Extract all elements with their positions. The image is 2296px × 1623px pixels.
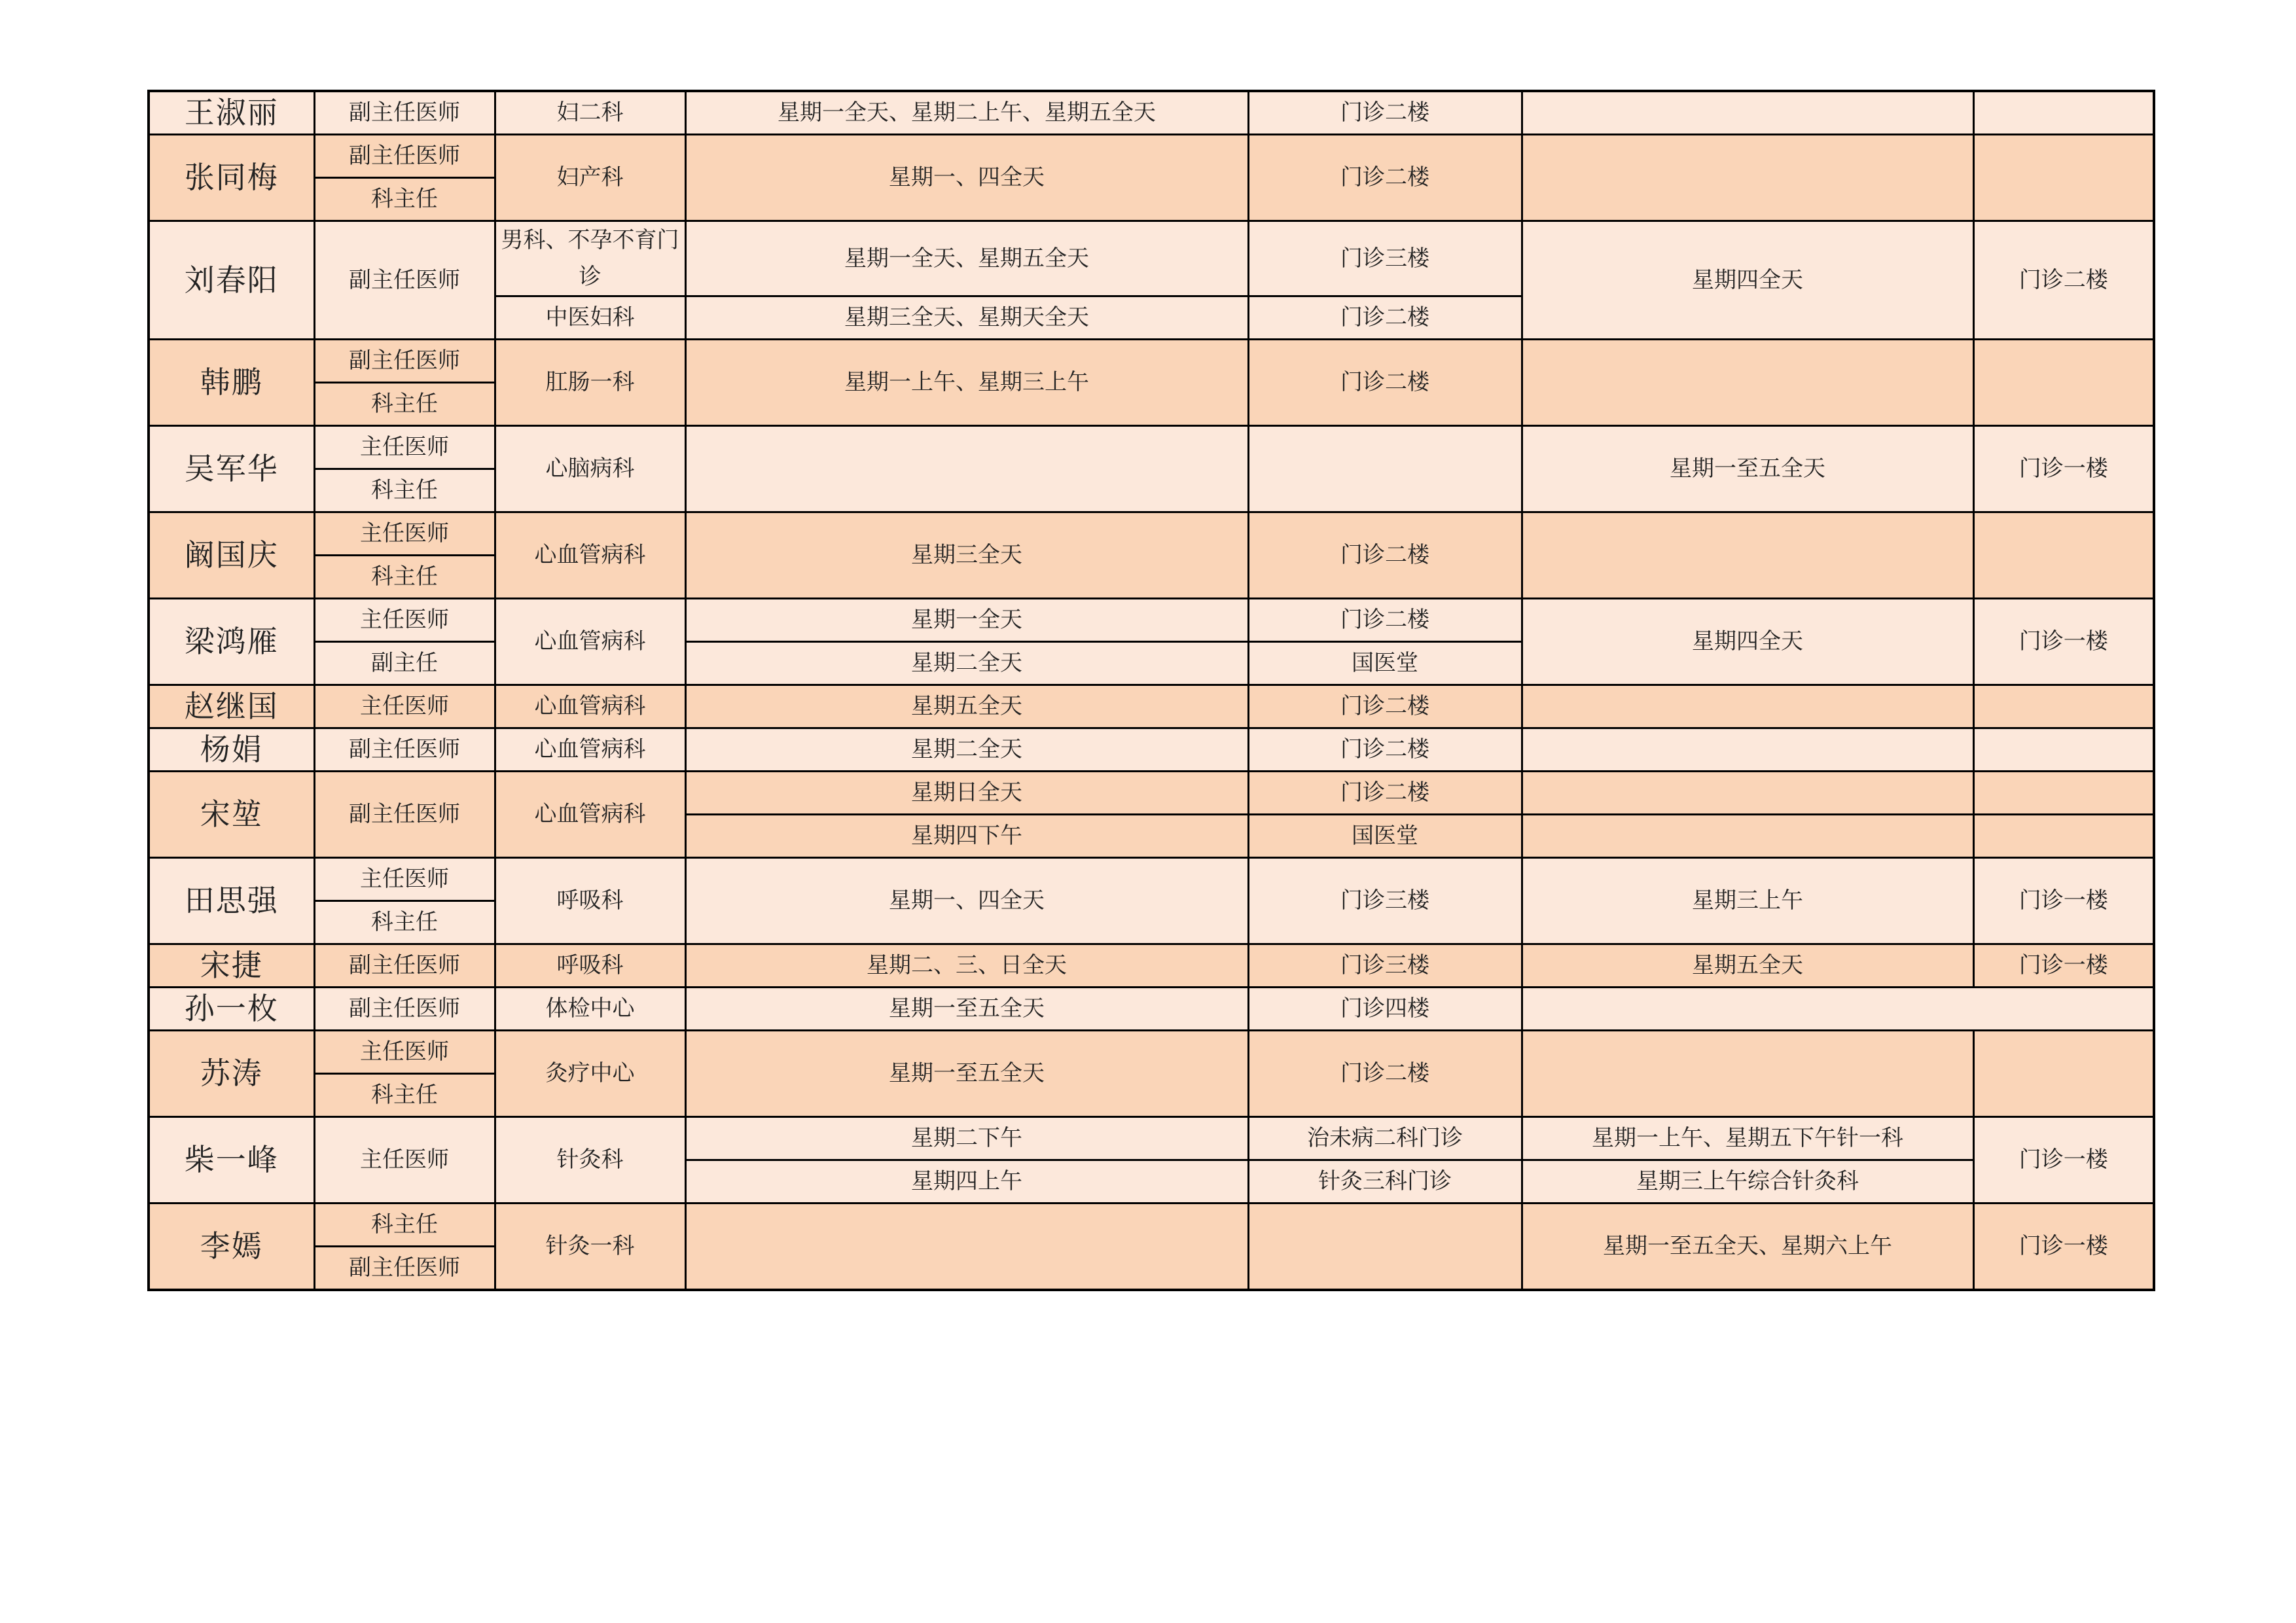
title-cell: 科主任 [314, 383, 495, 426]
title-cell: 副主任医师 [314, 135, 495, 178]
clinic-location-cell: 门诊三楼 [1248, 858, 1522, 944]
doctor-row [149, 221, 2154, 296]
clinic-location-cell: 门诊四楼 [1248, 988, 1522, 1031]
clinic-location-cell: 门诊二楼 [1248, 512, 1522, 599]
department-cell: 灸疗中心 [495, 1031, 685, 1117]
extra-time-cell [1522, 512, 1973, 599]
title-cell: 副主任医师 [314, 728, 495, 772]
doctor-name: 梁鸿雁 [149, 599, 314, 685]
clinic-location-cell: 门诊二楼 [1248, 685, 1522, 728]
clinic-time-cell: 星期二、三、日全天 [685, 944, 1248, 988]
clinic-location-cell: 门诊二楼 [1248, 340, 1522, 426]
department-cell: 男科、不孕不育门诊 [495, 221, 685, 296]
clinic-time-cell: 星期一全天 [685, 599, 1248, 642]
extra-location-cell: 门诊二楼 [1973, 221, 2154, 340]
department-cell: 呼吸科 [495, 944, 685, 988]
department-cell: 妇产科 [495, 135, 685, 221]
clinic-location-cell: 国医堂 [1248, 815, 1522, 858]
extra-time-cell: 星期四全天 [1522, 221, 1973, 340]
extra-location-cell: 门诊一楼 [1973, 858, 2154, 944]
title-cell: 副主任医师 [314, 340, 495, 383]
extra-time-cell [1522, 1031, 1973, 1117]
title-cell: 科主任 [314, 1204, 495, 1247]
schedule-body [149, 91, 2154, 1290]
clinic-location-cell: 门诊三楼 [1248, 944, 1522, 988]
extra-location-cell: 门诊一楼 [1973, 1204, 2154, 1291]
title-cell: 副主任医师 [314, 772, 495, 858]
extra-time-cell [1522, 815, 1973, 858]
extra-location-cell [1973, 340, 2154, 426]
extra-location-cell [1973, 728, 2154, 772]
extra-time-cell: 星期五全天 [1522, 944, 1973, 988]
clinic-time-cell: 星期五全天 [685, 685, 1248, 728]
doctor-row [149, 1031, 2154, 1074]
doctor-name: 宋堃 [149, 772, 314, 858]
extra-location-cell: 门诊一楼 [1973, 1117, 2154, 1204]
doctor-name: 刘春阳 [149, 221, 314, 340]
doctor-row [149, 1204, 2154, 1247]
department-cell: 心血管病科 [495, 685, 685, 728]
title-cell: 副主任医师 [314, 91, 495, 135]
clinic-time-cell: 星期三全天 [685, 512, 1248, 599]
extra-location-cell [1973, 91, 2154, 135]
clinic-location-cell: 针灸三科门诊 [1248, 1160, 1522, 1204]
title-cell: 主任医师 [314, 426, 495, 469]
clinic-location-cell: 门诊二楼 [1248, 135, 1522, 221]
doctor-name: 田思强 [149, 858, 314, 944]
doctor-name: 孙一枚 [149, 988, 314, 1031]
extra-location-cell: 门诊一楼 [1973, 944, 2154, 988]
doctor-name: 赵继国 [149, 685, 314, 728]
title-cell: 科主任 [314, 178, 495, 221]
clinic-location-cell: 门诊二楼 [1248, 599, 1522, 642]
department-cell: 肛肠一科 [495, 340, 685, 426]
extra-location-cell [1973, 772, 2154, 815]
doctor-row [149, 135, 2154, 178]
title-cell: 主任医师 [314, 512, 495, 556]
doctor-name: 杨娟 [149, 728, 314, 772]
department-cell: 心血管病科 [495, 728, 685, 772]
doctor-row [149, 426, 2154, 469]
title-cell: 副主任医师 [314, 944, 495, 988]
doctor-row [149, 512, 2154, 556]
doctor-name: 张同梅 [149, 135, 314, 221]
doctor-row [149, 599, 2154, 642]
clinic-location-cell: 门诊二楼 [1248, 1031, 1522, 1117]
extra-location-cell: 门诊一楼 [1973, 599, 2154, 685]
doctor-row [149, 340, 2154, 383]
extra-location-cell [1973, 685, 2154, 728]
clinic-time-cell: 星期二全天 [685, 728, 1248, 772]
title-cell: 主任医师 [314, 1117, 495, 1204]
department-cell: 针灸科 [495, 1117, 685, 1204]
clinic-time-cell: 星期四下午 [685, 815, 1248, 858]
department-cell: 中医妇科 [495, 296, 685, 340]
clinic-location-cell: 治未病二科门诊 [1248, 1117, 1522, 1160]
extra-location-cell [1973, 815, 2154, 858]
clinic-time-cell: 星期一、四全天 [685, 135, 1248, 221]
department-cell: 针灸一科 [495, 1204, 685, 1291]
doctor-row [149, 772, 2154, 815]
clinic-location-cell: 门诊三楼 [1248, 221, 1522, 296]
department-cell: 心血管病科 [495, 512, 685, 599]
department-cell: 呼吸科 [495, 858, 685, 944]
clinic-time-cell: 星期一全天、星期二上午、星期五全天 [685, 91, 1248, 135]
title-cell: 主任医师 [314, 685, 495, 728]
department-cell: 心血管病科 [495, 599, 685, 685]
extra-time-cell [1522, 91, 1973, 135]
title-cell: 科主任 [314, 469, 495, 512]
department-cell: 心血管病科 [495, 772, 685, 858]
extra-time-cell: 星期三上午综合针灸科 [1522, 1160, 1973, 1204]
extra-time-cell: 星期三上午 [1522, 858, 1973, 944]
doctor-name: 柴一峰 [149, 1117, 314, 1204]
extra-location-cell [1973, 512, 2154, 599]
clinic-time-cell: 星期日全天 [685, 772, 1248, 815]
title-cell: 科主任 [314, 901, 495, 944]
doctor-name: 王淑丽 [149, 91, 314, 135]
clinic-time-cell: 星期一至五全天 [685, 988, 1248, 1031]
extra-time-cell [1522, 340, 1973, 426]
title-cell: 副主任医师 [314, 1247, 495, 1291]
clinic-location-cell: 门诊二楼 [1248, 772, 1522, 815]
clinic-time-cell [685, 426, 1248, 512]
clinic-location-cell [1248, 1204, 1522, 1291]
clinic-location-cell: 门诊二楼 [1248, 296, 1522, 340]
extra-time-cell: 星期一至五全天、星期六上午 [1522, 1204, 1973, 1291]
clinic-time-cell: 星期一全天、星期五全天 [685, 221, 1248, 296]
extra-time-cell [1522, 135, 1973, 221]
title-cell: 副主任医师 [314, 988, 495, 1031]
clinic-time-cell: 星期二全天 [685, 642, 1248, 685]
extra-time-cell [1522, 988, 2154, 1031]
clinic-location-cell [1248, 426, 1522, 512]
department-cell: 妇二科 [495, 91, 685, 135]
doctor-name: 韩鹏 [149, 340, 314, 426]
title-cell: 副主任 [314, 642, 495, 685]
clinic-time-cell: 星期二下午 [685, 1117, 1248, 1160]
clinic-time-cell: 星期四上午 [685, 1160, 1248, 1204]
extra-time-cell [1522, 685, 1973, 728]
extra-location-cell: 门诊一楼 [1973, 426, 2154, 512]
extra-time-cell: 星期一至五全天 [1522, 426, 1973, 512]
doctor-name: 苏涛 [149, 1031, 314, 1117]
doctor-name: 吴军华 [149, 426, 314, 512]
clinic-location-cell: 国医堂 [1248, 642, 1522, 685]
clinic-time-cell: 星期三全天、星期天全天 [685, 296, 1248, 340]
clinic-time-cell: 星期一、四全天 [685, 858, 1248, 944]
extra-time-cell [1522, 772, 1973, 815]
doctor-name: 李嫣 [149, 1204, 314, 1291]
title-cell: 主任医师 [314, 858, 495, 901]
title-cell: 科主任 [314, 1074, 495, 1117]
clinic-time-cell: 星期一上午、星期三上午 [685, 340, 1248, 426]
extra-location-cell [1973, 135, 2154, 221]
title-cell: 副主任医师 [314, 221, 495, 340]
extra-time-cell: 星期四全天 [1522, 599, 1973, 685]
extra-time-cell [1522, 728, 1973, 772]
doctor-row [149, 1117, 2154, 1160]
extra-time-cell: 星期一上午、星期五下午针一科 [1522, 1117, 1973, 1160]
doctor-schedule-table [147, 90, 2155, 1291]
clinic-time-cell [685, 1204, 1248, 1291]
department-cell: 体检中心 [495, 988, 685, 1031]
department-cell: 心脑病科 [495, 426, 685, 512]
clinic-location-cell: 门诊二楼 [1248, 91, 1522, 135]
doctor-name: 阚国庆 [149, 512, 314, 599]
clinic-location-cell: 门诊二楼 [1248, 728, 1522, 772]
doctor-name: 宋捷 [149, 944, 314, 988]
title-cell: 主任医师 [314, 599, 495, 642]
title-cell: 科主任 [314, 556, 495, 599]
doctor-row [149, 858, 2154, 901]
title-cell: 主任医师 [314, 1031, 495, 1074]
extra-location-cell [1973, 1031, 2154, 1117]
clinic-time-cell: 星期一至五全天 [685, 1031, 1248, 1117]
